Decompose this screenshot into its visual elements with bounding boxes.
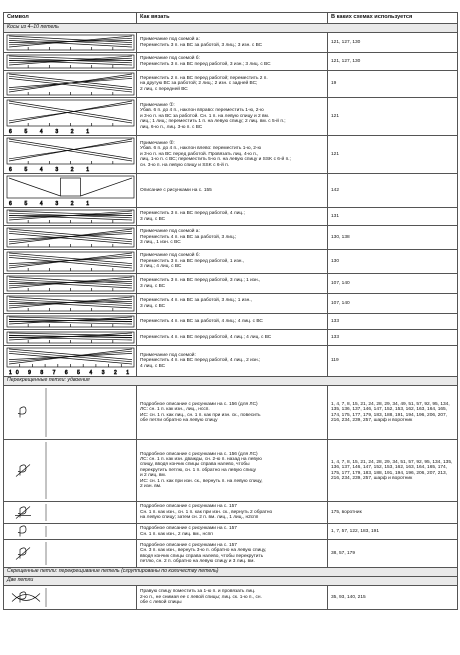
instruction-cell — [137, 502, 328, 524]
symbol-cell — [4, 440, 137, 502]
instruction-cell — [137, 586, 328, 610]
table-row — [4, 314, 458, 330]
schemes-cell: 121 — [328, 98, 458, 136]
table-row — [4, 386, 458, 440]
instruction-line: ЛС: сн. 1 п. как изн. дважды, сн. 2-ю п. назад на левую — [140, 456, 262, 462]
schemes-cell: 121, 127, 130 — [328, 53, 458, 71]
table-row — [4, 226, 458, 250]
instruction-cell — [137, 250, 328, 274]
section-row — [4, 568, 458, 577]
instruction-line: Примечание ②: — [140, 140, 175, 146]
instruction-line: Переместить 3 п. на ВС за работой, 3 лиц.; 3 изн. с ВС — [140, 42, 263, 48]
header-schemes: В каких схемах используется — [328, 13, 458, 24]
instruction-line: 2-ю п., не снимая ее с левой спицы; лиц. ск. 1-ю п., сн. — [140, 594, 262, 600]
symbol-cell — [4, 314, 137, 330]
instruction-cell — [137, 53, 328, 71]
instruction-line: и 3-ю п. на ВС перед работой. Провязать лиц. 4-ю п., — [140, 151, 259, 157]
instruction-line: Подробное описание с рисунками на с. 156 (для ЛС) — [140, 451, 258, 457]
instruction-cell — [137, 274, 328, 294]
section-row — [4, 577, 458, 586]
instruction-line: петлю, сн. 2 п. обратно на левую спицу и 3 лиц. вм. — [140, 558, 255, 564]
cable-symbol-icon — [6, 227, 135, 248]
table-row — [4, 174, 458, 208]
instruction-line: 3 лиц. с ВС — [140, 303, 166, 309]
instruction-line: 3 лиц., 1 изн. с ВС — [140, 240, 181, 246]
cable-symbol-icon — [6, 275, 135, 292]
instruction-line: 4 лиц. с ВС — [140, 363, 166, 369]
table-header — [4, 13, 458, 24]
instruction-line: Описание с рисунками на с. 155 — [140, 187, 212, 193]
section-title: Две петли — [4, 577, 458, 586]
cable-symbol-icon — [6, 99, 135, 134]
instruction-cell — [137, 524, 328, 540]
instruction-cell — [137, 98, 328, 136]
schemes-cell: 130 — [328, 250, 458, 274]
schemes-cell: 19 — [328, 71, 458, 98]
instruction-cell — [137, 294, 328, 314]
symbol-cell — [4, 226, 137, 250]
instruction-line: ЛС: сн. 1 п. как изн., лиц., нссп. — [140, 407, 210, 413]
instruction-line: Примечание под схемой б: — [140, 253, 200, 259]
symbol-cell — [4, 386, 137, 440]
symbol-cell — [4, 136, 137, 174]
symbol-cell — [4, 294, 137, 314]
schemes-cell: 119 — [328, 346, 458, 377]
symbol-cell — [4, 71, 137, 98]
instruction-line: Подробное описание с рисунками на с. 157 — [140, 542, 237, 548]
instruction-line: Убав. 6 п. до 4 п., наклон вправо: переместить 1-ю, 2-ю — [140, 108, 264, 114]
cable-symbol-icon — [6, 441, 135, 500]
cable-symbol-icon — [6, 387, 135, 438]
instruction-line: Переместить 2 п. на ВС перед работой; переместить 2 п. — [140, 75, 268, 81]
instruction-line: Примечание под схемой: — [140, 352, 196, 358]
instruction-line: Примечание под схемой б: — [140, 56, 200, 62]
instruction-line: Примечание под схемой а: — [140, 37, 200, 43]
table-row — [4, 524, 458, 540]
instruction-line: перекрутить петлю, сн. 1 п. обратно на левую спицу — [140, 467, 257, 473]
schemes-cell: 131 — [328, 208, 458, 226]
symbol-cell — [4, 33, 137, 53]
table-row — [4, 586, 458, 610]
header-symbol: Символ — [4, 13, 137, 24]
instruction-cell — [137, 226, 328, 250]
schemes-cell: 107, 140 — [328, 274, 458, 294]
instruction-line: Переместить 3 п. на ВС перед работой, 1 изн., — [140, 258, 245, 264]
table-row — [4, 71, 458, 98]
section-row — [4, 377, 458, 386]
cable-symbol-icon — [6, 503, 135, 522]
instruction-cell — [137, 314, 328, 330]
instruction-cell — [137, 136, 328, 174]
symbol-cell — [4, 540, 137, 568]
instruction-line: спицу, вводя кончик спицы справа налево, чтобы — [140, 462, 250, 468]
instruction-line: 3 лиц. с ВС — [140, 283, 166, 289]
instruction-line: 3 лиц.; 4 лиц. с ВС — [140, 264, 182, 270]
instruction-line: 2 изн. вм. — [140, 484, 162, 490]
schemes-cell: 107, 140 — [328, 294, 458, 314]
instruction-cell — [137, 440, 328, 502]
symbol-cell — [4, 330, 137, 346]
cable-symbol-icon — [6, 587, 135, 608]
instruction-line: ИС: сн. 1 п. как лиц., сн. 1 п. как при изн. ск., повесить — [140, 412, 261, 418]
instruction-line: Сн. 3 п. как изн., вернуть 3-ю п. обратно на левую спицу, — [140, 548, 267, 554]
instruction-line: Убав. 6 п. до 4 п., наклон влево: переместить 1-ю, 2-ю — [140, 146, 262, 152]
section-title: Скрещенные петли: перекрещивание петель (сгруппированы по количеству петель) — [4, 568, 458, 577]
instruction-line: Подробное описание с рисунками на с. 157 — [140, 526, 237, 532]
cable-symbol-icon — [6, 331, 135, 344]
instruction-line: Подробное описание с рисунками на с. 156 (для ЛС) — [140, 401, 258, 407]
cable-symbol-icon — [6, 315, 135, 328]
instruction-line: Переместить 3 п. на ВС перед работой, 3 изн.; 3 лиц. с ВС — [140, 61, 271, 67]
instruction-line: 3 лиц. с ВС — [140, 216, 166, 222]
schemes-cell: 133 — [328, 314, 458, 330]
cable-symbol-icon — [6, 54, 135, 69]
instruction-line: на левую спицу; затем сн. 2 п. вм. лиц., 1 лиц., н2спп — [140, 515, 259, 521]
instruction-line: ИС: сн. 1 п. как при изн. ск., вернуть п. на левую спицу, — [140, 478, 263, 484]
symbol-stitch-numbers: 6 5 4 3 2 1 — [9, 129, 89, 134]
instruction-line: на другую ВС за работой; 2 лиц.; 2 изн. с задней ВС; — [140, 81, 258, 87]
instruction-cell — [137, 540, 328, 568]
instruction-cell — [137, 71, 328, 98]
symbol-cell — [4, 174, 137, 208]
symbol-stitch-numbers: 6 5 4 3 2 1 — [9, 201, 89, 206]
instruction-line: Переместить 4 п. на ВС за работой, 3 лиц.; 1 изн., — [140, 298, 252, 304]
symbol-cell — [4, 524, 137, 540]
section-title: Косы из 4–10 петель — [4, 24, 458, 33]
instruction-cell — [137, 346, 328, 377]
table-row — [4, 440, 458, 502]
instruction-cell — [137, 386, 328, 440]
schemes-cell: 1, 4, 7, 8, 15, 21, 24, 28, 29, 34, 49, 51, 57, 92, 95, 134, 135, 136, 137, 146, 147, 152, 153, 162, 163, 164, 165, 174, 175, 177, 179, 183, 188, 191, 194, 196, 206, 207, 216, 234, 239, 257, шарф и воротник — [328, 386, 458, 440]
symbol-cell — [4, 53, 137, 71]
schemes-cell: 133 — [328, 330, 458, 346]
schemes-cell: 121 — [328, 136, 458, 174]
symbol-cell — [4, 502, 137, 524]
instruction-line: сн. 3-ю п. на левую спицу и SSK с 6-й п. — [140, 162, 230, 168]
instruction-line: Переместить 4 п. на ВС перед работой, 4 лиц.; 4 лиц. с ВС — [140, 334, 272, 340]
cables-rows — [4, 33, 458, 377]
instruction-line: Переместить 3 п. на ВС перед работой, 3 лиц.; 1 изн., — [140, 278, 261, 284]
table-row — [4, 136, 458, 174]
symbol-stitch-numbers: 6 5 4 3 2 1 — [9, 167, 89, 172]
cable-symbol-icon — [6, 295, 135, 312]
instruction-line: Подробное описание с рисунками на с. 157 — [140, 504, 237, 510]
instruction-cell — [137, 33, 328, 53]
cable-symbol-icon — [6, 175, 135, 206]
table-row — [4, 250, 458, 274]
instruction-line: Сн. 1 п. как изн., сн. 1 п. как при изн. ск., вернуть 2 обратно — [140, 509, 273, 515]
table-row — [4, 346, 458, 377]
cable-symbol-icon — [6, 72, 135, 96]
symbol-stitch-numbers: 10 9 8 7 6 5 4 3 2 1 — [9, 370, 129, 375]
instruction-line: Примечание под схемой а: — [140, 229, 200, 235]
instruction-line: и 2 лиц. вм. — [140, 473, 167, 479]
table-row — [4, 274, 458, 294]
instruction-line: Переместить 4 п. на ВС за работой, 3 лиц.; — [140, 234, 237, 240]
symbol-cell — [4, 346, 137, 377]
cable-symbol-icon — [6, 525, 135, 538]
table-row — [4, 98, 458, 136]
instruction-line: обе с левой спицы — [140, 600, 182, 606]
table-row — [4, 33, 458, 53]
instruction-line: лиц.; 1 лиц.; переместить 1 п. на левую спицу; 2 лиц. вм. с 5-й п.; — [140, 119, 286, 125]
table-row — [4, 53, 458, 71]
instruction-cell — [137, 208, 328, 226]
knitting-symbol-table — [3, 12, 457, 610]
schemes-cell: 1, 4, 7, 8, 15, 21, 24, 28, 29, 34, 51, 57, 92, 95, 134, 135, 136, 137, 146, 147, 152, 153, 162, 163, 164, 165, 174, 175, 177, 179, 183, 188, 191, 194, 196, 206, 207, 213, 216, 234, 239, 257, шарф и воротник — [328, 440, 458, 502]
cable-symbol-icon — [6, 347, 135, 375]
schemes-cell: 38, 57, 179 — [328, 540, 458, 568]
schemes-cell: 121, 127, 130 — [328, 33, 458, 53]
instruction-cell — [137, 330, 328, 346]
cable-symbol-icon — [6, 137, 135, 172]
instruction-line: Примечание ①: — [140, 102, 175, 108]
cable-symbol-icon — [6, 541, 135, 566]
symbol-cell — [4, 250, 137, 274]
instruction-line: обе петли обратно на левую спицу — [140, 417, 218, 423]
cable-symbol-icon — [6, 209, 135, 224]
symbol-cell — [4, 208, 137, 226]
symbol-table — [3, 12, 458, 610]
table-row — [4, 330, 458, 346]
cable-symbol-icon — [6, 34, 135, 51]
section-title: Перекрещенные петли: удвоения — [4, 377, 458, 386]
table-row — [4, 540, 458, 568]
instruction-line: лиц. 6-ю п., лиц. 3-ю п. с ВС — [140, 124, 203, 130]
instruction-line: и 3-ю п. на ВС за работой. Сн. 1 п. на левую спицу и 2 вм. — [140, 113, 270, 119]
schemes-cell: 175, воротник — [328, 502, 458, 524]
symbol-cell — [4, 586, 137, 610]
symbol-cell — [4, 274, 137, 294]
cable-symbol-icon — [6, 251, 135, 272]
instruction-line: лиц. 1-ю п. с ВС; переместить 5-ю п. на левую спицу и SSK с 6-й п.; — [140, 157, 291, 163]
table-row — [4, 502, 458, 524]
instruction-line: вводя кончик спицы справа налево, чтобы перекрутить — [140, 553, 264, 559]
schemes-cell: 1, 7, 57, 122, 183, 191 — [328, 524, 458, 540]
header-how: Как вязать — [137, 13, 328, 24]
section-row — [4, 24, 458, 33]
two-stitch-rows — [4, 586, 458, 610]
schemes-cell: 142 — [328, 174, 458, 208]
instruction-line: Правую спицу поместить за 1-ю п. и провязать лиц. — [140, 589, 256, 595]
schemes-cell: 130, 138 — [328, 226, 458, 250]
symbol-cell — [4, 98, 137, 136]
table-row — [4, 294, 458, 314]
instruction-cell — [137, 174, 328, 208]
table-row — [4, 208, 458, 226]
schemes-cell: 35, 93, 140, 215 — [328, 586, 458, 610]
instruction-line: 2 лиц. с передней ВС — [140, 86, 188, 92]
instruction-line: Сн. 1 п. как изн., 2 лиц. вм., нспп — [140, 531, 213, 537]
instruction-line: Переместить 4 п. на ВС за работой, 4 лиц.; 4 лиц. с ВС — [140, 318, 263, 324]
instruction-line: Переместить 4 п. на ВС перед работой, 4 лиц., 2 изн.; — [140, 358, 261, 364]
crossed-rows — [4, 386, 458, 568]
instruction-line: Переместить 3 п. на ВС перед работой, 4 лиц.; — [140, 211, 245, 217]
